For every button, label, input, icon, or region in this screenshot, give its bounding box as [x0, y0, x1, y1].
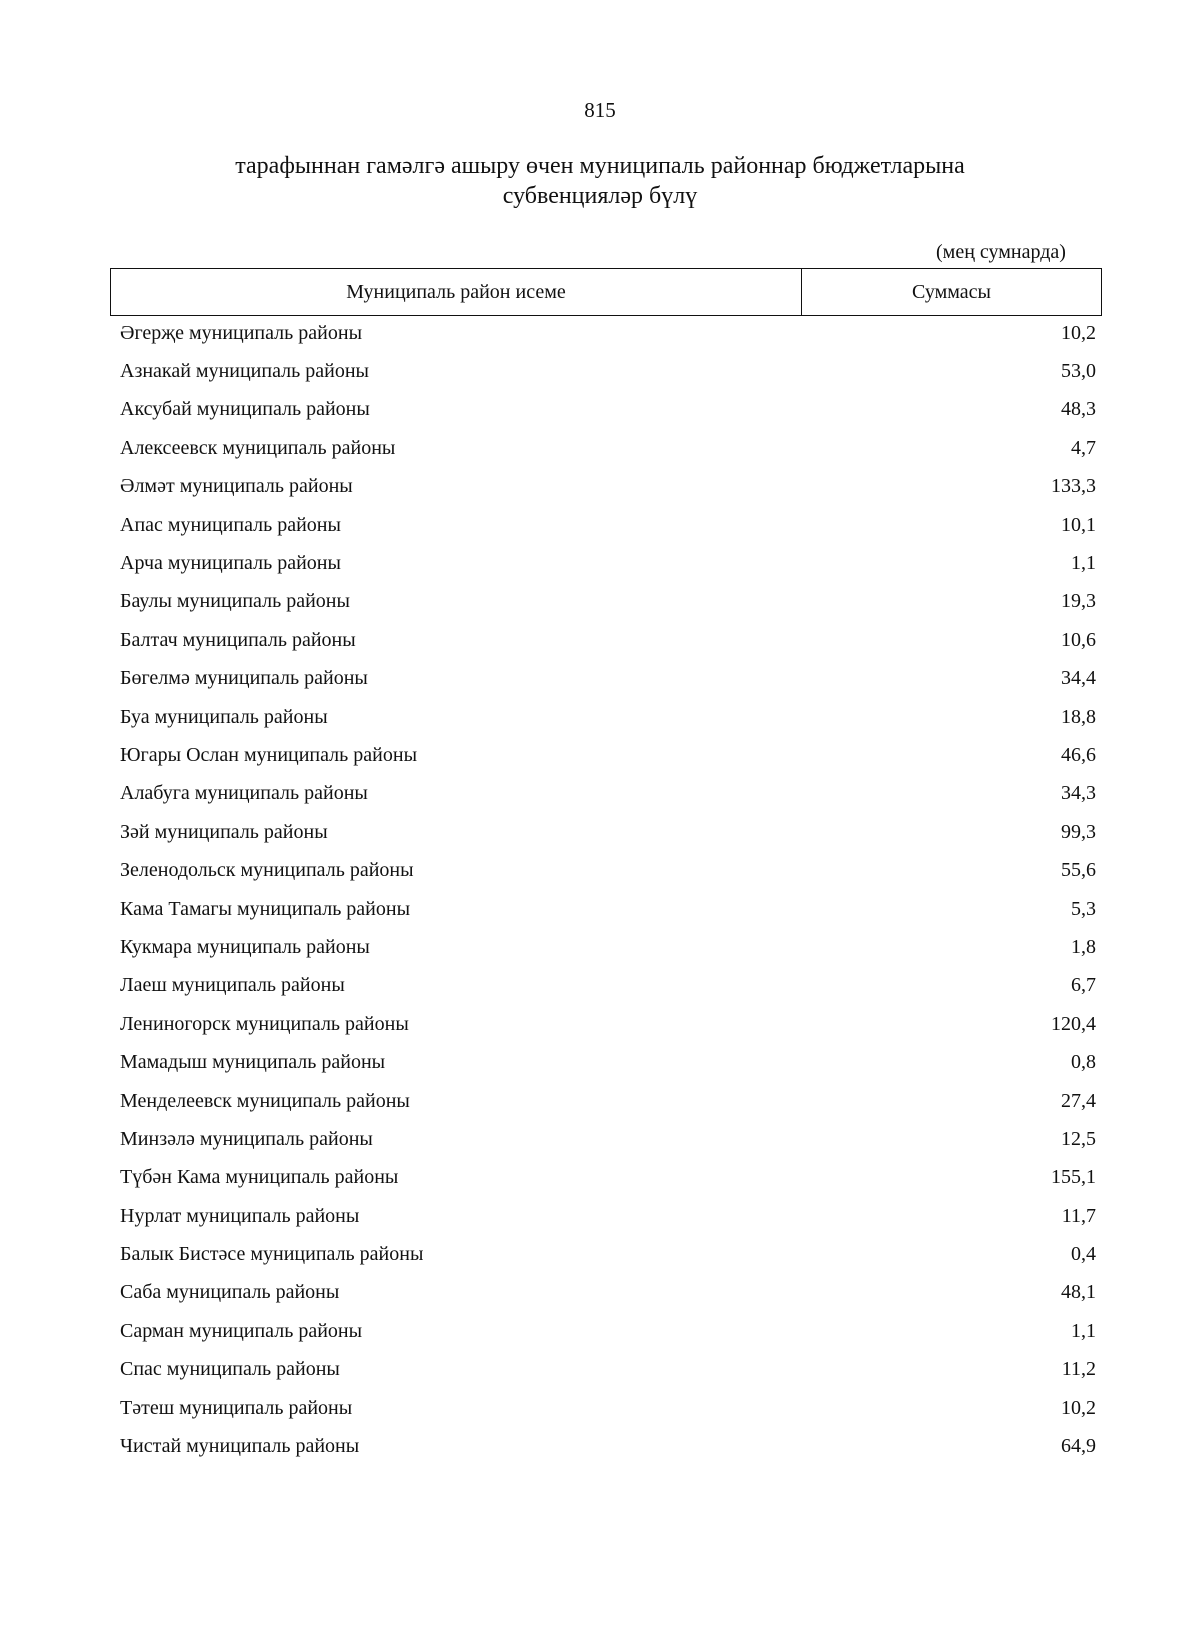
table-row	[120, 698, 1096, 736]
table-header	[110, 268, 1102, 316]
units-note: (мең сумнарда)	[936, 241, 1066, 263]
table-row	[120, 736, 1096, 774]
district-amount: 155,1	[1051, 1166, 1096, 1189]
table-row	[120, 1197, 1096, 1235]
table-row	[120, 813, 1096, 851]
district-amount: 6,7	[1071, 974, 1096, 997]
district-name: Лениногорск муниципаль районы	[120, 1012, 409, 1035]
district-name: Нурлат муниципаль районы	[120, 1204, 360, 1227]
table-row	[120, 1235, 1096, 1273]
district-name: Бөгелмә муниципаль районы	[120, 667, 368, 690]
district-amount: 10,6	[1061, 628, 1096, 651]
page-number: 815	[584, 98, 616, 122]
table-row	[120, 1351, 1096, 1389]
district-name: Тәтеш муниципаль районы	[120, 1396, 353, 1419]
district-amount: 53,0	[1061, 360, 1096, 383]
district-name: Апас муниципаль районы	[120, 513, 341, 536]
district-name: Кукмара муниципаль районы	[120, 935, 370, 958]
table-row	[120, 506, 1096, 544]
page-title	[100, 151, 1100, 211]
district-name: Әгерҗе муниципаль районы	[120, 321, 363, 344]
table-row	[120, 544, 1096, 582]
table-row	[120, 775, 1096, 813]
district-amount: 46,6	[1061, 743, 1096, 766]
district-name: Мамадыш муниципаль районы	[120, 1051, 386, 1074]
district-name: Баулы муниципаль районы	[120, 590, 350, 613]
district-name: Алексеевск муниципаль районы	[120, 436, 396, 459]
district-amount: 34,4	[1061, 667, 1096, 690]
district-amount: 10,1	[1061, 513, 1096, 536]
district-name: Арча муниципаль районы	[120, 552, 341, 575]
district-amount: 27,4	[1061, 1089, 1096, 1112]
district-amount: 1,1	[1071, 552, 1096, 575]
district-name: Саба муниципаль районы	[120, 1281, 340, 1304]
table-row	[120, 890, 1096, 928]
district-amount: 18,8	[1061, 705, 1096, 728]
district-name: Минзәлә муниципаль районы	[120, 1127, 373, 1150]
district-amount: 10,2	[1061, 321, 1096, 344]
district-name: Зәй муниципаль районы	[120, 820, 328, 843]
district-amount: 99,3	[1061, 820, 1096, 843]
district-amount: 0,4	[1071, 1243, 1096, 1266]
title-line-2: субвенцияләр бүлү	[502, 183, 698, 209]
district-amount: 11,2	[1061, 1358, 1096, 1381]
table-row	[120, 851, 1096, 889]
district-amount: 10,2	[1061, 1396, 1096, 1419]
table-body	[120, 314, 1096, 1466]
district-name: Спас муниципаль районы	[120, 1358, 340, 1381]
district-amount: 11,7	[1061, 1204, 1096, 1227]
table-row	[120, 928, 1096, 966]
table-row	[120, 660, 1096, 698]
district-name: Алабуга муниципаль районы	[120, 782, 368, 805]
table-row	[120, 468, 1096, 506]
table-row	[120, 967, 1096, 1005]
table-row	[120, 621, 1096, 659]
district-name: Буа муниципаль районы	[120, 705, 328, 728]
district-name: Әлмәт муниципаль районы	[120, 475, 353, 498]
district-name: Балык Бистәсе муниципаль районы	[120, 1243, 424, 1266]
table-row	[120, 1274, 1096, 1312]
district-amount: 64,9	[1061, 1435, 1096, 1458]
district-amount: 120,4	[1051, 1012, 1096, 1035]
table-row	[120, 391, 1096, 429]
district-amount: 1,1	[1071, 1319, 1096, 1342]
district-amount: 48,1	[1061, 1281, 1096, 1304]
district-name: Зеленодольск муниципаль районы	[120, 859, 414, 882]
district-amount: 55,6	[1061, 859, 1096, 882]
table-row	[120, 314, 1096, 352]
table-row	[120, 429, 1096, 467]
table-row	[120, 352, 1096, 390]
district-name: Лаеш муниципаль районы	[120, 974, 345, 997]
table-row	[120, 1389, 1096, 1427]
table-row	[120, 1120, 1096, 1158]
district-name: Балтач муниципаль районы	[120, 628, 356, 651]
table-row	[120, 1427, 1096, 1465]
district-name: Түбән Кама муниципаль районы	[120, 1166, 399, 1189]
district-amount: 0,8	[1071, 1051, 1096, 1074]
district-name: Азнакай муниципаль районы	[120, 360, 369, 383]
table-row	[120, 1082, 1096, 1120]
district-amount: 5,3	[1071, 897, 1096, 920]
district-name: Менделеевск муниципаль районы	[120, 1089, 410, 1112]
district-name: Чистай муниципаль районы	[120, 1435, 360, 1458]
district-amount: 34,3	[1061, 782, 1096, 805]
district-amount: 12,5	[1061, 1127, 1096, 1150]
district-name: Сарман муниципаль районы	[120, 1319, 363, 1342]
table-row	[120, 1005, 1096, 1043]
header-district-name: Муниципаль район исеме	[111, 269, 802, 315]
district-amount: 133,3	[1051, 475, 1096, 498]
table-row	[120, 1159, 1096, 1197]
district-name: Югары Ослан муниципаль районы	[120, 743, 418, 766]
district-amount: 1,8	[1071, 935, 1096, 958]
district-name: Аксубай муниципаль районы	[120, 398, 370, 421]
district-amount: 19,3	[1061, 590, 1096, 613]
district-name: Кама Тамагы муниципаль районы	[120, 897, 411, 920]
district-amount: 4,7	[1071, 436, 1096, 459]
header-sum: Суммасы	[912, 280, 991, 303]
table-row	[120, 583, 1096, 621]
district-amount: 48,3	[1061, 398, 1096, 421]
table-row	[120, 1312, 1096, 1350]
table-row	[120, 1043, 1096, 1081]
title-line-1: тарафыннан гамәлгә ашыру өчен муниципаль районнар бюджетларына	[235, 153, 965, 179]
